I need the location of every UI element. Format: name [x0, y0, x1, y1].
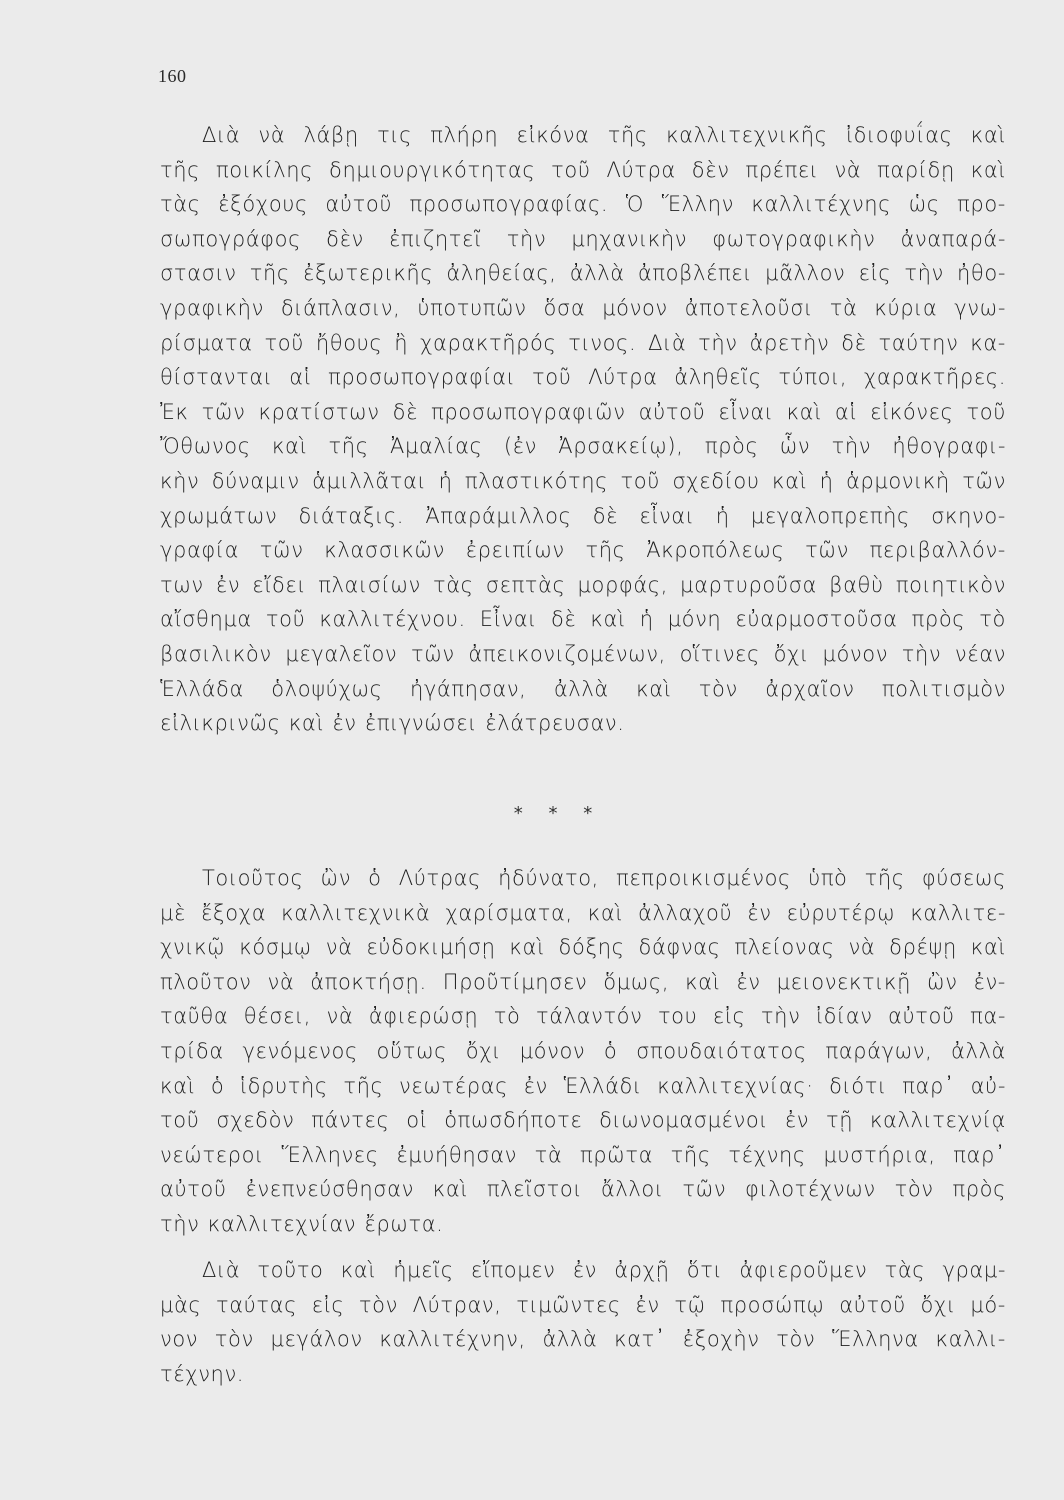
paragraph-portraits: [160, 118, 1006, 741]
text-line: κὴν δύναμιν ἁμιλλᾶται ἡ πλαστικότης τοῦ σχεδίου καὶ ἡ ἁρμονικὴ τῶν: [160, 468, 1006, 493]
text-line: τὰς ἐξόχους αὐτοῦ προσωπογραφίας. Ὁ Ἕλλην καλλιτέχνης ὡς προ-: [160, 192, 1006, 217]
text-line: βασιλικὸν μεγαλεῖον τῶν ἀπεικονιζομένων, οἵτινες ὄχι μόνον τὴν νέαν: [160, 641, 1006, 666]
text-line: ταῦθα θέσει, νὰ ἀφιερώσῃ τὸ τάλαντόν του εἰς τὴν ἰδίαν αὐτοῦ πα-: [160, 1004, 1006, 1029]
text-line: Τοιοῦτος ὢν ὁ Λύτρας ἠδύνατο, πεπροικισμένος ὑπὸ τῆς φύσεως: [202, 866, 1006, 890]
text-line: αἴσθημα τοῦ καλλιτέχνου. Εἶναι δὲ καὶ ἡ μόνη εὐαρμοστοῦσα πρὸς τὸ: [160, 607, 1006, 632]
text-line: καὶ ὁ ἱδρυτὴς τῆς νεωτέρας ἐν Ἑλλάδι καλλιτεχνίας· διότι παρ᾽ αὐ-: [160, 1073, 1006, 1098]
text-line: Διὰ τοῦτο καὶ ἡμεῖς εἴπομεν ἐν ἀρχῇ ὅτι ἀφιεροῦμεν τὰς γραμ-: [202, 1258, 1006, 1282]
text-line: στασιν τῆς ἐξωτερικῆς ἀληθείας, ἀλλὰ ἀποβλέπει μᾶλλον εἰς τὴν ἠθο-: [160, 261, 1006, 286]
text-line: τρίδα γενόμενος οὕτως ὄχι μόνον ὁ σπουδαιότατος παράγων, ἀλλὰ: [160, 1038, 1006, 1063]
section-separator: * * *: [513, 803, 603, 824]
text-line: Ἐκ τῶν κρατίστων δὲ προσωπογραφιῶν αὐτοῦ εἶναι καὶ αἱ εἰκόνες τοῦ: [160, 399, 1006, 424]
text-line: θίστανται αἱ προσωπογραφίαι τοῦ Λύτρα ἀληθεῖς τύποι, χαρακτῆρες.: [160, 365, 1006, 390]
text-line: τῆς ποικίλης δημιουργικότητας τοῦ Λύτρα δὲν πρέπει νὰ παρίδῃ καὶ: [160, 157, 1006, 182]
text-line: Διὰ νὰ λάβῃ τις πλήρη εἰκόνα τῆς καλλιτεχνικῆς ἰδιοφυΐας καὶ: [202, 123, 1006, 147]
text-line: ρίσματα τοῦ ἤθους ἢ χαρακτῆρός τινος. Διὰ τὴν ἀρετὴν δὲ ταύτην κα-: [160, 330, 1006, 355]
text-line: Ὄθωνος καὶ τῆς Ἀμαλίας (ἐν Ἀρσακείῳ), πρὸς ὧν τὴν ἠθογραφι-: [160, 434, 1006, 459]
text-line: Ἑλλάδα ὁλοψύχως ἠγάπησαν, ἀλλὰ καὶ τὸν ἀρχαῖον πολιτισμὸν: [160, 676, 1006, 701]
text-line: γραφία τῶν κλασσικῶν ἐρειπίων τῆς Ἀκροπόλεως τῶν περιβαλλόν-: [160, 538, 1006, 563]
text-line: νον τὸν μεγάλον καλλιτέχνην, ἀλλὰ κατ᾽ ἐξοχὴν τὸν Ἕλληνα καλλι-: [160, 1327, 1006, 1352]
text-line: τέχνην.: [160, 1361, 245, 1386]
text-line: γραφικὴν διάπλασιν, ὑποτυπῶν ὅσα μόνον ἀποτελοῦσι τὰ κύρια γνω-: [160, 295, 1006, 320]
text-line: τοῦ σχεδὸν πάντες οἱ ὁπωσδήποτε διωνομασμένοι ἐν τῇ καλλιτεχνίᾳ: [160, 1108, 1006, 1133]
text-line: αὐτοῦ ἐνεπνεύσθησαν καὶ πλεῖστοι ἄλλοι τῶν φιλοτέχνων τὸν πρὸς: [160, 1177, 1006, 1202]
text-line: εἰλικρινῶς καὶ ἐν ἐπιγνώσει ἐλάτρευσαν.: [160, 711, 625, 736]
text-line: σωπογράφος δὲν ἐπιζητεῖ τὴν μηχανικὴν φωτογραφικὴν ἀναπαρά-: [160, 226, 1006, 251]
paragraph-dedication: [160, 1253, 1006, 1391]
text-line: μὰς ταύτας εἰς τὸν Λύτραν, τιμῶντες ἐν τῷ προσώπῳ αὐτοῦ ὄχι μό-: [160, 1292, 1006, 1317]
page-number: 160: [158, 66, 187, 86]
paragraph-lytras-founder: [160, 861, 1006, 1242]
text-line: νεώτεροι Ἕλληνες ἐμυήθησαν τὰ πρῶτα τῆς τέχνης μυστήρια, παρ᾽: [160, 1142, 1006, 1167]
text-line: χνικῷ κόσμῳ νὰ εὐδοκιμήσῃ καὶ δόξης δάφνας πλείονας νὰ δρέψῃ καὶ: [160, 935, 1006, 960]
text-line: των ἐν εἴδει πλαισίων τὰς σεπτὰς μορφάς, μαρτυροῦσα βαθὺ ποιητικὸν: [160, 572, 1006, 597]
text-line: πλοῦτον νὰ ἀποκτήσῃ. Προῦτίμησεν ὅμως, καὶ ἐν μειονεκτικῇ ὢν ἐν-: [160, 969, 1006, 994]
text-line: τὴν καλλιτεχνίαν ἔρωτα.: [160, 1211, 444, 1236]
text-line: χρωμάτων διάταξις. Ἀπαράμιλλος δὲ εἶναι ἡ μεγαλοπρεπὴς σκηνο-: [160, 503, 1006, 528]
text-line: μὲ ἔξοχα καλλιτεχνικὰ χαρίσματα, καὶ ἀλλαχοῦ ἐν εὐρυτέρῳ καλλιτε-: [160, 900, 1006, 925]
